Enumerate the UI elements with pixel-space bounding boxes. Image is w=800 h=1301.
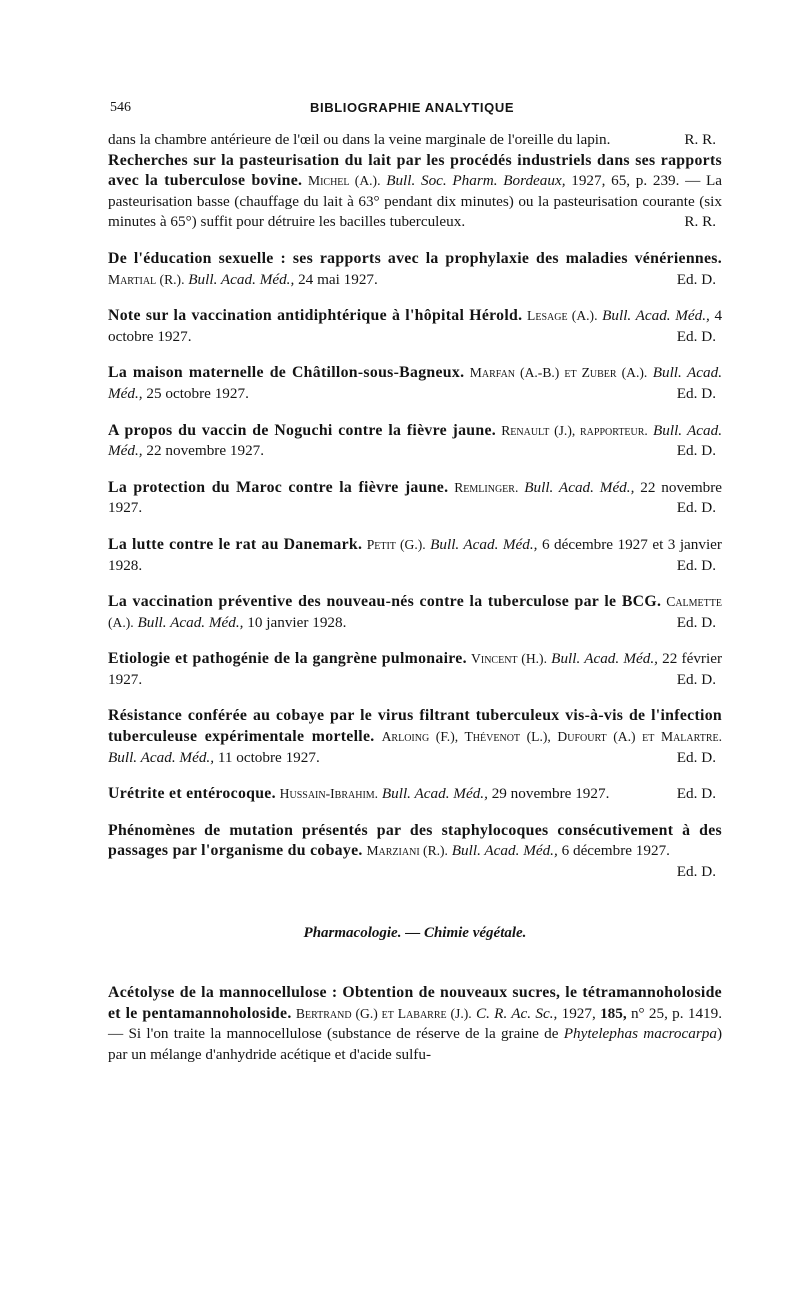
bibliography-entry xyxy=(108,706,722,768)
bibliography-entry xyxy=(108,151,722,233)
entry-details: 29 novembre 1927. xyxy=(491,785,610,803)
bibliography-entry xyxy=(108,784,722,805)
entry-author: Marfan (A.-B.) et Zuber (A.). xyxy=(469,365,648,381)
signature: Ed. D. xyxy=(676,670,716,688)
entry-title: Urétrite et entérocoque. xyxy=(108,785,276,803)
bibliography-entry xyxy=(108,535,722,576)
page-header xyxy=(110,100,722,122)
entry-journal: Bull. Acad. Méd., xyxy=(602,307,710,325)
signature: Ed. D. xyxy=(676,863,716,881)
entry-title: De l'éducation sexuelle : ses rapports avec la prophylaxie des maladies vénériennes. xyxy=(108,249,722,267)
entry-author: Hussain-Ibrahim. xyxy=(279,786,379,802)
bibliography-entry xyxy=(108,649,722,690)
entry-details: 6 décembre 1927. xyxy=(561,842,670,860)
running-title: BIBLIOGRAPHIE ANALYTIQUE xyxy=(310,100,515,115)
entry-details: 1927, xyxy=(561,1004,596,1022)
signature: Ed. D. xyxy=(676,327,716,345)
entry-title: La vaccination préventive des nouveau-nés contre la tuberculose par le BCG. xyxy=(108,593,662,611)
entry-journal: Bull. Acad. Méd., xyxy=(108,364,722,402)
signature: Ed. D. xyxy=(676,384,716,402)
entry-journal: C. R. Ac. Sc., xyxy=(475,1004,558,1022)
entry-journal: Bull. Acad. Méd., xyxy=(551,650,658,668)
entry-author: Martial (R.). xyxy=(108,271,185,287)
entry-journal: Bull. Acad. Méd., xyxy=(137,613,244,631)
signature: Ed. D. xyxy=(676,613,716,631)
entry-author: Arloing (F.), Thévenot (L.), Dufourt (A.) et Malartre. xyxy=(381,729,722,745)
entry-details: 10 janvier 1928. xyxy=(247,613,347,631)
final-entry xyxy=(108,983,722,1065)
bibliography-entry xyxy=(108,592,722,633)
entry-journal: Bull. Soc. Pharm. Bordeaux, xyxy=(386,172,566,190)
signature: Ed. D. xyxy=(676,442,716,460)
bibliography-entry xyxy=(108,421,722,462)
entry-details: 4 octobre 1927. xyxy=(108,307,723,345)
entry-details-cont: n° 25, p. 1419. — Si l'on traite la mannocellulose (substance de réserve de la graine de xyxy=(108,1004,723,1043)
bibliography-entry xyxy=(108,363,722,404)
entry-journal: Bull. Acad. Méd., xyxy=(451,842,558,860)
page-number: 546 xyxy=(110,100,131,115)
entry-details: 1927, 65, p. 239. — La pasteurisation basse (chauffage du lait à 63° pendant dix minutes) ou la pasteurisation courante (six minutes à 65°) suffit pour détruire les bacilles tuberculeux. xyxy=(108,172,723,231)
entry-title: Résistance conférée au cobaye par le virus filtrant tuberculeux vis-à-vis de l'infection tuberculeuse expérimentale mortelle. xyxy=(108,707,722,746)
entries-list xyxy=(108,151,722,883)
bibliography-entry xyxy=(108,821,722,881)
entry-author: Vincent (H.). xyxy=(471,651,547,667)
entry-journal: Bull. Acad. Méd., xyxy=(381,785,488,803)
section-heading: Pharmacologie. — Chimie végétale. xyxy=(303,924,527,941)
entry-title: La protection du Maroc contre la fièvre jaune. xyxy=(108,478,449,496)
species-name: Phytelephas macrocarpa xyxy=(563,1025,717,1043)
entry-author: Renault (J.), rapporteur. xyxy=(501,422,648,438)
entry-author: Marziani (R.). xyxy=(366,843,448,859)
bibliography-entry xyxy=(108,249,722,290)
entry-author: Michel (A.). xyxy=(307,173,381,189)
continuation-paragraph xyxy=(108,130,722,151)
entry-journal: Bull. Acad. Méd., xyxy=(108,421,722,460)
entry-author: Petit (G.). xyxy=(366,536,426,552)
bibliography-entry xyxy=(108,306,722,347)
entry-title: Phénomènes de mutation présentés par des staphylocoques consécutivement à des passages par l'organisme du cobaye. xyxy=(108,821,722,860)
entry-title: Etiologie et pathogénie de la gangrène pulmonaire. xyxy=(108,650,467,668)
signature: Ed. D. xyxy=(676,270,716,288)
signature: Ed. D. xyxy=(676,556,716,574)
entry-title: Recherches sur la pasteurisation du lait par les procédés industriels dans ses rapports avec la tuberculose bovine. xyxy=(108,151,722,190)
signature: Ed. D. xyxy=(676,748,716,766)
signature: Ed. D. xyxy=(676,785,716,803)
entry-details: 25 octobre 1927. xyxy=(146,384,249,402)
entry-journal: Bull. Acad. Méd., xyxy=(430,535,538,553)
entry-journal: Bull. Acad. Méd., xyxy=(524,478,635,496)
entry-author: Remlinger. xyxy=(454,479,519,495)
entry-details-end: ) par un mélange d'anhydride acétique et d'acide sulfu- xyxy=(108,1025,722,1063)
entry-details: 22 février 1927. xyxy=(108,650,722,688)
signature: R. R. xyxy=(684,131,716,148)
entry-volume: 185, xyxy=(600,1004,627,1022)
entry-author: Calmette (A.). xyxy=(108,594,722,630)
entry-details: 24 mai 1927. xyxy=(298,270,378,288)
entry-title: La lutte contre le rat au Danemark. xyxy=(108,535,363,553)
entry-author: Lesage (A.). xyxy=(527,308,598,324)
entry-details: 6 décembre 1927 et 3 janvier 1928. xyxy=(108,535,722,574)
entry-title: La maison maternelle de Châtillon-sous-Bagneux. xyxy=(108,364,465,382)
entry-journal: Bull. Acad. Méd., xyxy=(108,748,215,766)
signature: Ed. D. xyxy=(676,499,716,517)
entry-journal: Bull. Acad. Méd., xyxy=(188,270,295,288)
entry-details: 22 novembre 1927. xyxy=(146,442,265,460)
entry-title: A propos du vaccin de Noguchi contre la fièvre jaune. xyxy=(108,421,497,439)
entry-title: Note sur la vaccination antidiphtérique à l'hôpital Hérold. xyxy=(108,307,523,325)
entry-details: 22 novembre 1927. xyxy=(108,478,723,517)
signature: R. R. xyxy=(684,213,716,231)
entry-author: Bertrand (G.) et Labarre (J.). xyxy=(295,1005,472,1021)
entry-details: 11 octobre 1927. xyxy=(217,748,320,766)
continuation-text: dans la chambre antérieure de l'œil ou dans la veine marginale de l'oreille du lapin. xyxy=(108,131,611,148)
bibliography-entry xyxy=(108,478,722,519)
page-body xyxy=(108,130,722,1066)
entry-title: Acétolyse de la mannocellulose : Obtention de nouveaux sucres, le tétramannoholoside et le pentamannoholoside. xyxy=(108,984,722,1022)
